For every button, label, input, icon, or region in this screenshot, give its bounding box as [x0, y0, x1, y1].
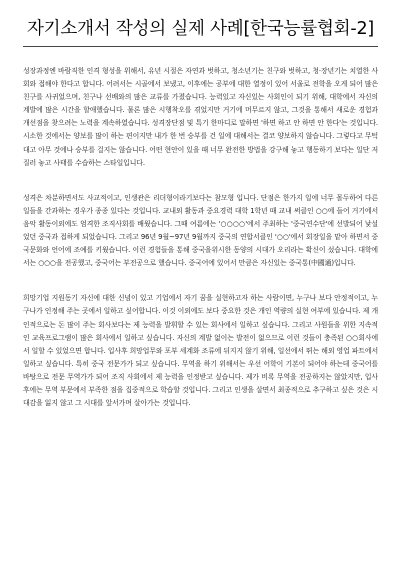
paragraph-upbringing-personality: 성장과정엔 바람직한 인격 형성을 위해서, 유년 시절은 자연과 벗하고, 청소년기는 친구와 벗하고, 청·장년기는 치열한 사회와 접해야 한다고 합니다. 어려서는 시골에서 보냈고, 이후에는 공부에 대한 열정이 있어 서울로 전학을 오게 되어 많은 친구를 사귀었으며, 친구나 선배와의 많은 교류를 가졌습니다. 능력있고 자신있는 사회인이 되기 위해, 대학에서 자신의 계발에 많은 시간을 할애했습니다. 물론 많은 시행착오를 겪었지만 거기에 머무르지 않고, 그것을 통해서 새로운 경험과 개선점을 찾으려는 노력을 계속하였습니다. 성격장단점 및 특기 한마디로 말하면 '하면 하고 안 하면 안 한다'는 것입니다. 시소한 것에서는 양보를 많이 하는 편이지만 내가 한 번 승부를 건 일에 대해서는 결코 양보하지 않습니다. 그렇다고 무턱대고 아무 것에나 승부를 걸지는 않습니다. 어떤 현안이 있을 때 너무 완전한 방법을 강구해 놓고 행동하기 보다는 일단 저질러 놓고 사태를 수습하는 스타일입니다. — [23, 67, 378, 167]
paragraph-motivation-aspiration: 희망기업 지원동기 자신에 대한 신념이 있고 기업에서 자기 꿈을 실현하고자 하는 사람이면, 누구나 보다 안정적이고, 누구나가 인정해 주는 곳에서 일하고 싶어합니다. 이것 이외에도 보다 중요한 것은 개인 역량의 실현 여부에 있습니다. 제 개인적으로는 돈 많이 주는 회사보다는 제 능력을 발휘할 수 있는 회사에서 일하고 싶습니다. 그리고 사원들을 위한 지속적인 교육프로그램이 많은 회사에서 일하고 싶습니다. 자신의 계발 없이는 발전이 없으므로 이런 것들이 충족된 ○○회사에서 일할 수 있었으면 합니다. 입사후 희망업무와 포부 세계화 조류에 뒤지지 않기 위해, 일선에서 뛰는 해외 영업 파트에서 일하고 싶습니다. 특히 중국 전문가가 되고 싶습니다. 무역을 하기 위해서는 우선 어학이 기본이 되어야 하는데 중국어를 바탕으로 전문 무역가가 되어 조직 사회에서 제 능력을 인정받고 싶습니다. 제가 비록 무역을 전공하지는 않았지만, 입사 후에는 무역 부문에서 부족한 점을 집중적으로 학습할 것입니다. 그리고 인생을 살면서 최종적으로 추구하고 싶은 것은 시대감을 잃지 않고 그 시대를 앞서가며 살아가는 것입니다. — [23, 294, 378, 408]
paragraph-character-activities: 성격은 차분하면서도 사교적이고, 인생관은 리더형이라기보다는 참모형 입니다. 단점은 한가지 일에 너무 몰두하여 다른 일들을 간과하는 경우가 종종 있다는 것입니다. 교내외 활동과 중요경력 대학 1학년 때 교내 써클인 ○○에 들어 거기에서 음악 활동이외에도 엄격한 조직사회를 배웠습니다. 그때 여름에는 '○○○○'에서 주최하는 '중국연수단'에 선발되어 낯설었던 중국과 접하게 되었습니다. 그리고 96년 9월~97년 9월까지 중국의 연합서클인 '○○'에서 회장일을 맡아 하면서 중국문화와 언어에 조예를 키웠습니다. 이런 경험들을 통해 중국을위시한 동양의 시대가 오리라는 확신이 섰습니다. 대학에서는 ○○○을 전공했고, 중국어는 부전공으로 했습니다. 중국어에 있어서 만큼은 자신있는 중국통(中國通)입니다. — [23, 193, 378, 268]
document-title: 자기소개서 작성의 실제 사례[한국능률협회-2] — [26, 19, 375, 39]
document-body — [23, 65, 378, 410]
title-underline — [23, 46, 378, 47]
